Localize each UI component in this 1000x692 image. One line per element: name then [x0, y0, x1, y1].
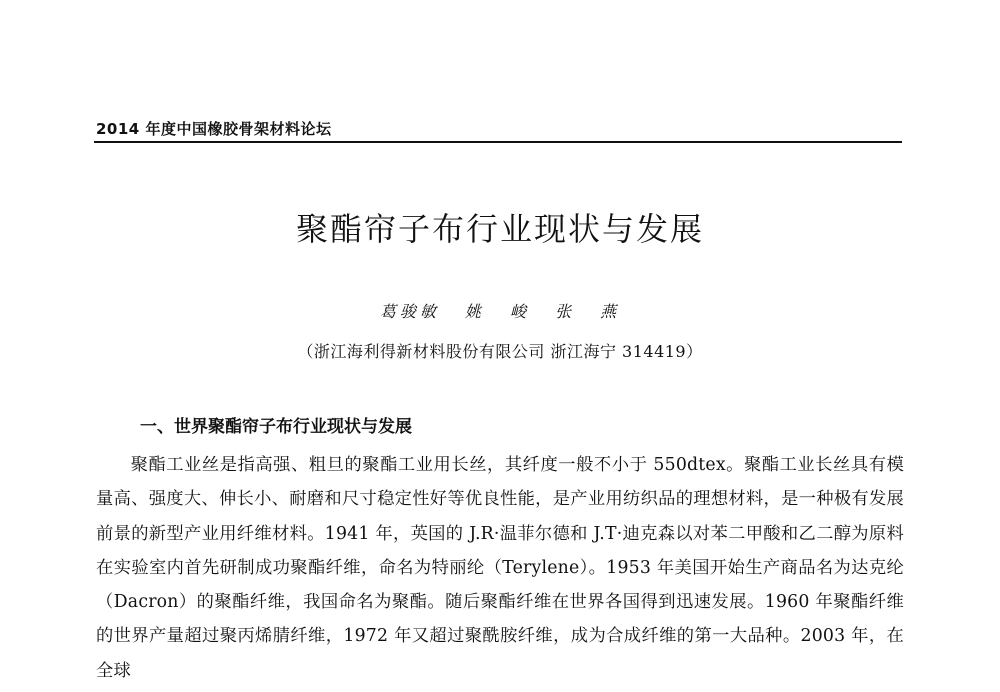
section-heading: 一、世界聚酯帘子布行业现状与发展 [140, 417, 412, 437]
paragraph: 聚酯工业丝是指高强、粗旦的聚酯工业用长丝，其纤度一般不小于 550dtex。聚酯工业长丝具有模量高、强度大、伸长小、耐磨和尺寸稳定性好等优良性能，是产业用纺织品的理想材料，是一种极有发展前景的新型产业用纤维材料。1941 年，英国的 J.R·温菲尔德和 J.T·迪克森以对苯二甲酸和乙二醇为原料在实验室内首先研制成功聚酯纤维，命名为特丽纶（Terylene）。1953 年美国开始生产商品名为达克纶（Dacron）的聚酯纤维，我国命名为聚酯。随后聚酯纤维在世界各国得到迅速发展。1960 年聚酯纤维的世界产量超过聚丙烯腈纤维，1972 年又超过聚酰胺纤维，成为合成纤维的第一大品种。2003 年，在全球 [96, 455, 904, 681]
body-text [96, 448, 904, 688]
paper-title: 聚酯帘子布行业现状与发展 [295, 210, 704, 248]
affiliation: （浙江海利得新材料股份有限公司 浙江海宁 314419） [297, 342, 703, 361]
running-head: 2014 年度中国橡胶骨架材料论坛 [96, 120, 332, 138]
header-rule [94, 141, 902, 143]
authors: 葛骏敏 姚 峻 张 燕 [379, 302, 621, 321]
